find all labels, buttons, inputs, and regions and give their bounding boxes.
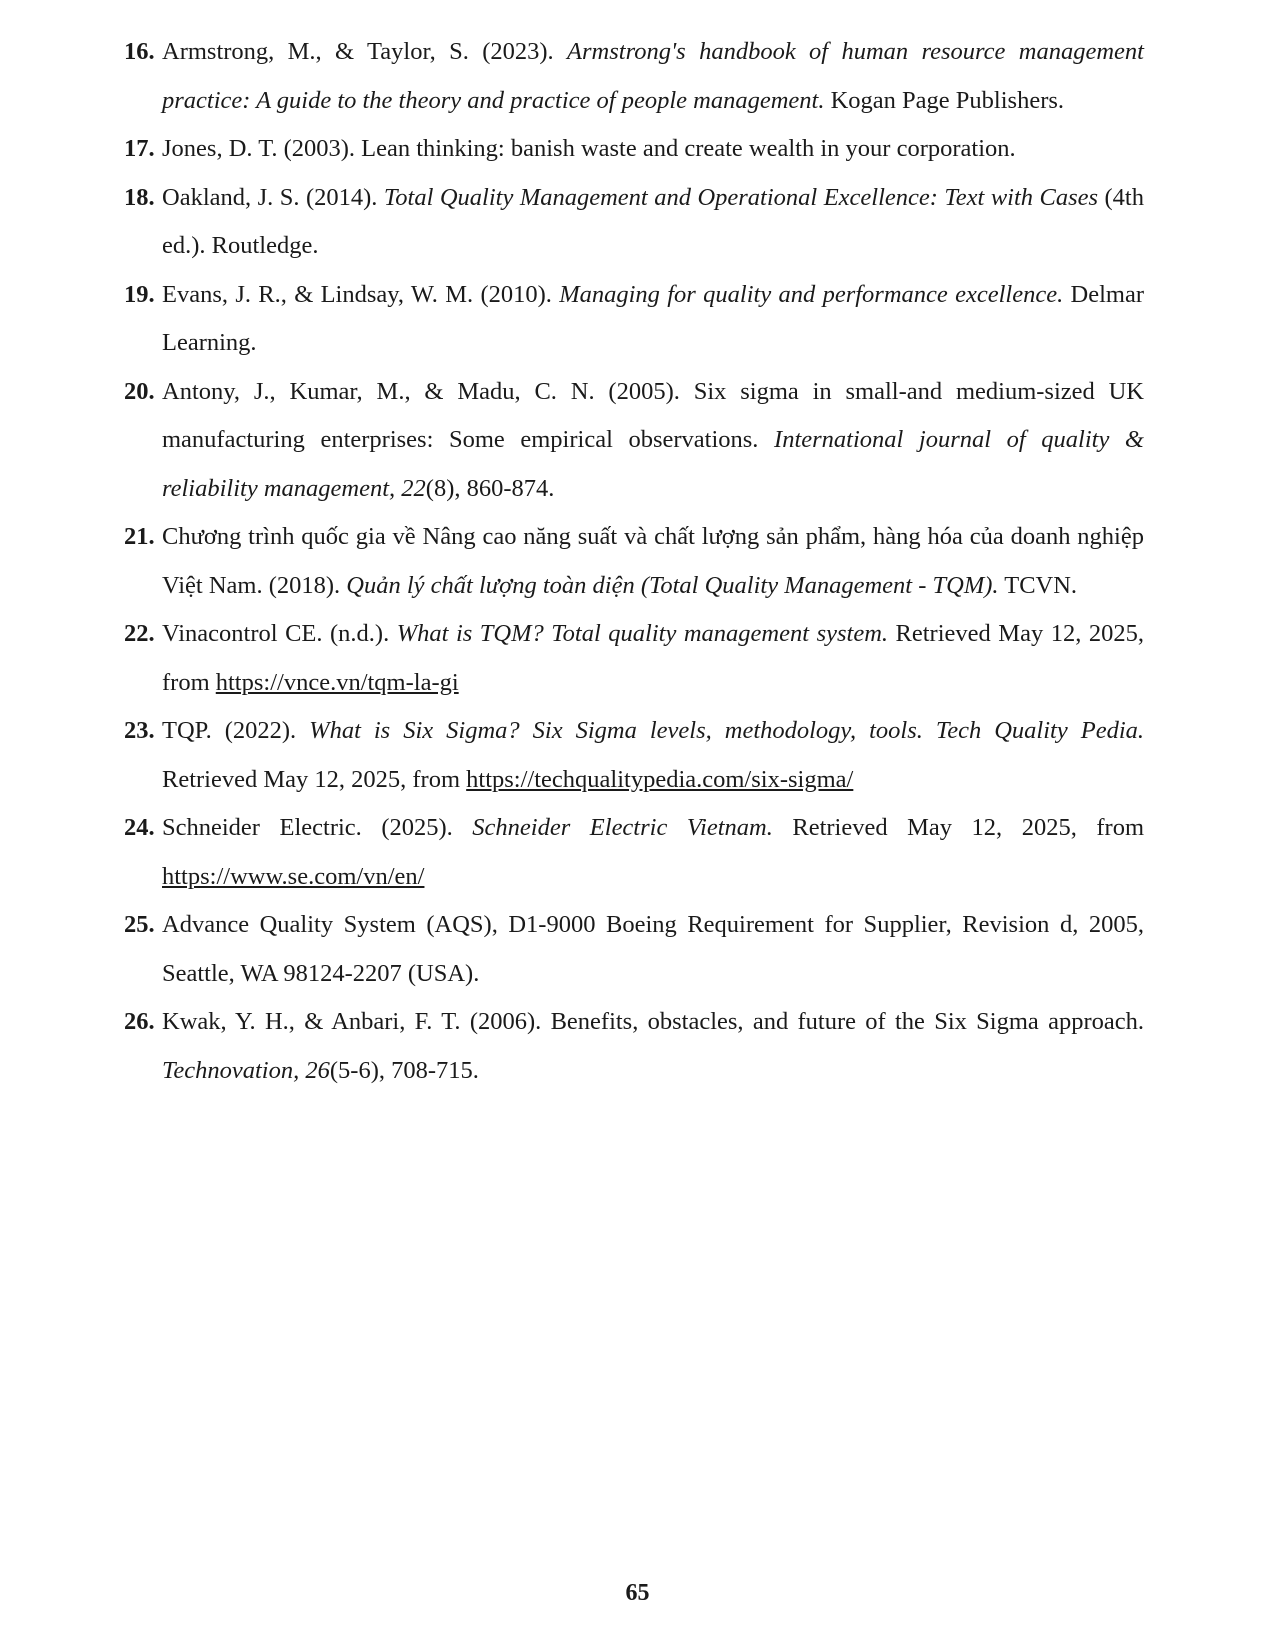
- reference-segment: TCVN.: [998, 571, 1078, 599]
- reference-text: [162, 911, 1144, 987]
- reference-item: [124, 610, 1144, 707]
- reference-text: [162, 620, 1144, 696]
- reference-segment: Antony, J., Kumar, M., & Madu, C. N. (2005). Six sigma in small-and medium-sized UK manufacturing enterprises: Some empirical observations.: [162, 377, 1144, 453]
- reference-segment: Schneider Electric. (2025).: [162, 814, 473, 841]
- reference-segment: (5-6), 708-715.: [329, 1056, 479, 1084]
- reference-item: [124, 707, 1144, 804]
- reference-text: [162, 717, 1144, 793]
- reference-list: [124, 28, 1144, 1095]
- reference-segment: TQP. (2022).: [162, 717, 310, 744]
- reference-text: [162, 814, 1144, 890]
- reference-segment: Retrieved May 12, 2025, from: [772, 814, 1144, 841]
- reference-segment: Vinacontrol CE. (n.d.).: [162, 620, 397, 647]
- reference-item: [124, 804, 1144, 901]
- reference-italic-title: Total Quality Management and Operational Excellence: Text with Cases: [383, 183, 1099, 211]
- reference-text: [162, 523, 1144, 599]
- reference-number: 21.: [124, 523, 155, 550]
- reference-segment: Kogan Page Publishers.: [824, 86, 1065, 114]
- reference-item: [124, 901, 1144, 998]
- reference-segment: Delmar Learning.: [162, 280, 1144, 356]
- reference-number: 23.: [124, 717, 155, 744]
- reference-text: [162, 135, 1016, 162]
- reference-italic-title: Armstrong's handbook of human resource management practice: A guide to the theory and practice of people management.: [162, 38, 1144, 114]
- reference-text: [162, 1008, 1144, 1084]
- reference-segment: Kwak, Y. H., & Anbari, F. T. (2006). Benefits, obstacles, and future of the Six Sigma approach.: [162, 1008, 1144, 1035]
- reference-number: 22.: [124, 620, 155, 647]
- reference-number: 17.: [124, 135, 155, 162]
- reference-italic-title: Technovation, 26: [162, 1056, 330, 1084]
- reference-segment: Oakland, J. S. (2014).: [162, 183, 384, 211]
- reference-segment: Retrieved May 12, 2025, from: [162, 765, 467, 793]
- reference-number: 20.: [124, 377, 155, 405]
- reference-number: 18.: [124, 183, 155, 211]
- reference-segment: (4th ed.). Routledge.: [162, 183, 1144, 259]
- reference-url-link[interactable]: https://techqualitypedia.com/six-sigma/: [466, 765, 854, 793]
- reference-italic-title: Managing for quality and performance excellence.: [559, 280, 1064, 308]
- reference-segment: Chương trình quốc gia về Nâng cao năng suất và chất lượng sản phẩm, hàng hóa của doanh nghiệp Việt Nam. (2018).: [162, 523, 1144, 599]
- reference-number: 24.: [124, 814, 155, 841]
- reference-item: [124, 513, 1144, 610]
- page-number: 65: [625, 1580, 650, 1606]
- reference-item: [124, 28, 1144, 125]
- reference-text: [162, 184, 1144, 260]
- reference-number: 26.: [124, 1008, 155, 1035]
- reference-segment: (8), 860-874.: [425, 474, 555, 502]
- reference-url-link[interactable]: https://www.se.com/vn/en/: [162, 862, 425, 890]
- reference-number: 16.: [124, 38, 155, 65]
- reference-url-link[interactable]: https://vnce.vn/tqm-la-gi: [215, 668, 459, 696]
- reference-item: [124, 998, 1144, 1095]
- reference-italic-title: International journal of quality & reliability management, 22: [162, 426, 1144, 502]
- reference-text: [162, 378, 1144, 502]
- reference-item: [124, 271, 1144, 368]
- reference-italic-title: Schneider Electric Vietnam.: [472, 814, 773, 841]
- reference-segment: Armstrong, M., & Taylor, S. (2023).: [162, 38, 568, 65]
- reference-segment: Evans, J. R., & Lindsay, W. M. (2010).: [162, 280, 560, 308]
- reference-item: [124, 368, 1144, 514]
- reference-text: [162, 38, 1144, 114]
- reference-italic-title: What is Six Sigma? Six Sigma levels, methodology, tools. Tech Quality Pedia.: [309, 717, 1144, 744]
- reference-item: [124, 125, 1144, 174]
- reference-number: 19.: [124, 280, 155, 308]
- reference-italic-title: Quản lý chất lượng toàn diện (Total Quality Management - TQM).: [346, 571, 999, 599]
- reference-text: [162, 281, 1144, 357]
- reference-item: [124, 174, 1144, 271]
- reference-italic-title: What is TQM? Total quality management system.: [396, 620, 889, 647]
- reference-segment: Advance Quality System (AQS), D1-9000 Boeing Requirement for Supplier, Revision d, 2005, Seattle, WA 98124-2207 (USA).: [162, 911, 1144, 987]
- reference-number: 25.: [124, 911, 155, 938]
- reference-segment: Retrieved May 12, 2025, from: [162, 620, 1144, 696]
- reference-segment: Jones, D. T. (2003). Lean thinking: banish waste and create wealth in your corporation.: [162, 135, 1016, 162]
